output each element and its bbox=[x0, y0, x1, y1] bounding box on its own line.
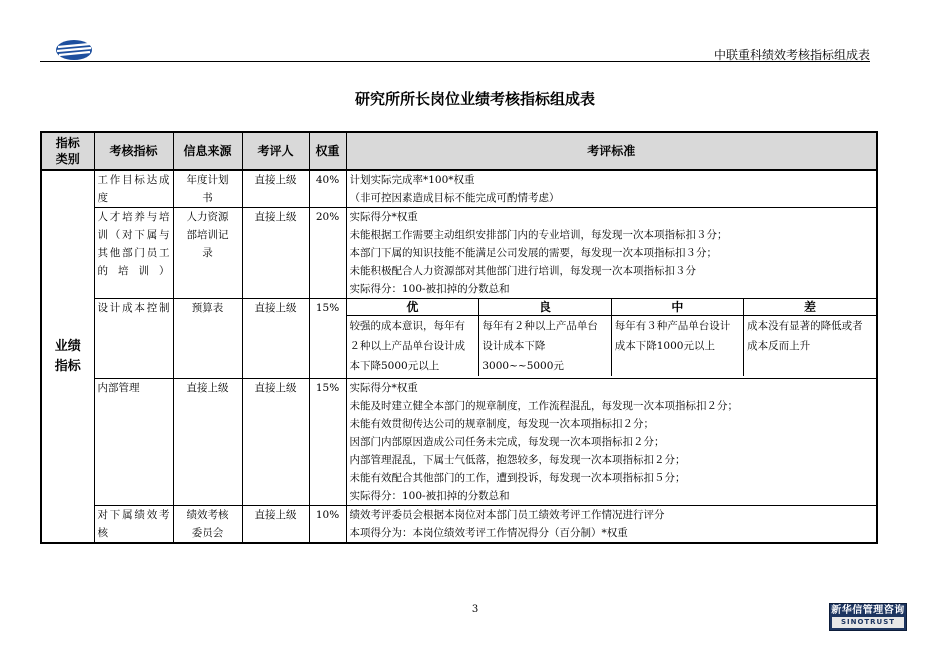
table-row bbox=[41, 208, 877, 299]
standard-line: 实际得分*权重 bbox=[349, 211, 418, 223]
source-cell: 年度计划书 bbox=[173, 170, 242, 208]
category-cell: 业绩指标 bbox=[41, 170, 94, 543]
standard-line: 未能有效贯彻传达公司的规章制度，每发现一次本项指标扣２分； bbox=[349, 418, 654, 430]
weight-cell: 20% bbox=[309, 208, 346, 299]
table-row bbox=[41, 299, 877, 379]
page-number: 3 bbox=[471, 604, 479, 615]
document-header-title: 中联重科绩效考核指标组成表 bbox=[713, 48, 870, 62]
evaluator-cell: 直接上级 bbox=[242, 506, 309, 544]
standard-line: 未能积极配合人力资源部对其他部门进行培训，每发现一次本项指标扣３分 bbox=[349, 265, 696, 277]
col-header-evaluator: 考评人 bbox=[242, 132, 309, 170]
kpi-table bbox=[40, 131, 878, 544]
indicator-cell: 内部管理 bbox=[94, 379, 173, 506]
col-header-indicator: 考核指标 bbox=[94, 132, 173, 170]
grade-text: 成本没有显著的降低或者成本反而上升 bbox=[744, 316, 876, 377]
standard-line: （非可控因素造成目标不能完成可酌情考虑） bbox=[349, 192, 560, 204]
brand-name-en: SINOTRUST bbox=[832, 617, 904, 628]
source-cell: 预算表 bbox=[173, 299, 242, 379]
indicator-cell: 人才培养与培训（对下属与其他部门员工的培训） bbox=[94, 208, 173, 299]
page-title: 研究所所长岗位业绩考核指标组成表 bbox=[354, 90, 595, 108]
col-header-weight: 权重 bbox=[309, 132, 346, 170]
standard-line: 实际得分*权重 bbox=[349, 382, 418, 394]
grade-text: 每年有２种以上产品单台设计成本下降3000~~5000元 bbox=[479, 316, 611, 377]
evaluator-cell: 直接上级 bbox=[242, 170, 309, 208]
standard-cell bbox=[346, 208, 877, 299]
standard-line: 本部门下属的知识技能不能满足公司发展的需要，每发现一次本项指标扣３分； bbox=[349, 247, 717, 259]
standard-cell bbox=[346, 506, 877, 544]
evaluator-cell: 直接上级 bbox=[242, 299, 309, 379]
standard-line: 本项得分为：本岗位绩效考评工作情况得分（百分制）*权重 bbox=[349, 527, 628, 539]
company-logo-icon bbox=[54, 38, 94, 62]
standard-line: 因部门内部原因造成公司任务未完成，每发现一次本项指标扣２分； bbox=[349, 436, 665, 448]
indicator-cell: 设计成本控制 bbox=[94, 299, 173, 379]
standard-line: 计划实际完成率*100*权重 bbox=[349, 174, 475, 186]
table-row bbox=[41, 379, 877, 506]
sinotrust-brand-badge bbox=[829, 603, 907, 631]
standard-line: 未能根据工作需要主动组织安排部门内的专业培训，每发现一次本项指标扣３分； bbox=[349, 229, 728, 241]
col-header-source: 信息来源 bbox=[173, 132, 242, 170]
standard-line: 未能有效配合其他部门的工作，遭到投诉，每发现一次本项指标扣５分； bbox=[349, 472, 686, 484]
brand-name-cn: 新华信管理咨询 bbox=[831, 605, 905, 616]
weight-cell: 15% bbox=[309, 379, 346, 506]
header-divider bbox=[40, 61, 870, 62]
table-row bbox=[41, 170, 877, 208]
evaluator-cell: 直接上级 bbox=[242, 208, 309, 299]
standard-line: 未能及时建立健全本部门的规章制度，工作流程混乱，每发现一次本项指标扣２分； bbox=[349, 400, 738, 412]
standard-line: 实际得分：100-被扣掉的分数总和 bbox=[349, 283, 510, 295]
weight-cell: 40% bbox=[309, 170, 346, 208]
indicator-cell: 工作目标达成度 bbox=[94, 170, 173, 208]
grade-text: 较强的成本意识，每年有２种以上产品单台设计成本下降5000元以上 bbox=[347, 316, 479, 377]
standard-cell bbox=[346, 379, 877, 506]
standard-cell bbox=[346, 299, 877, 379]
grade-label: 差 bbox=[744, 299, 876, 316]
indicator-cell: 对下属绩效考核 bbox=[94, 506, 173, 544]
source-cell: 人力资源部培训记录 bbox=[173, 208, 242, 299]
standard-line: 绩效考评委员会根据本岗位对本部门员工绩效考评工作情况进行评分 bbox=[349, 509, 665, 521]
grade-text: 每年有３种产品单台设计成本下降1000元以上 bbox=[611, 316, 743, 377]
weight-cell: 15% bbox=[309, 299, 346, 379]
grade-label: 中 bbox=[611, 299, 743, 316]
evaluator-cell: 直接上级 bbox=[242, 379, 309, 506]
source-cell: 绩效考核委员会 bbox=[173, 506, 242, 544]
table-row bbox=[41, 506, 877, 544]
standard-line: 内部管理混乱，下属士气低落，抱怨较多，每发现一次本项指标扣２分； bbox=[349, 454, 686, 466]
table-header-row bbox=[41, 132, 877, 170]
col-header-category: 指标类别 bbox=[41, 132, 94, 170]
grade-table bbox=[347, 299, 877, 376]
weight-cell: 10% bbox=[309, 506, 346, 544]
grade-label: 良 bbox=[479, 299, 611, 316]
standard-cell bbox=[346, 170, 877, 208]
col-header-standard: 考评标准 bbox=[346, 132, 877, 170]
source-cell: 直接上级 bbox=[173, 379, 242, 506]
grade-label: 优 bbox=[347, 299, 479, 316]
standard-line: 实际得分：100-被扣掉的分数总和 bbox=[349, 490, 510, 502]
